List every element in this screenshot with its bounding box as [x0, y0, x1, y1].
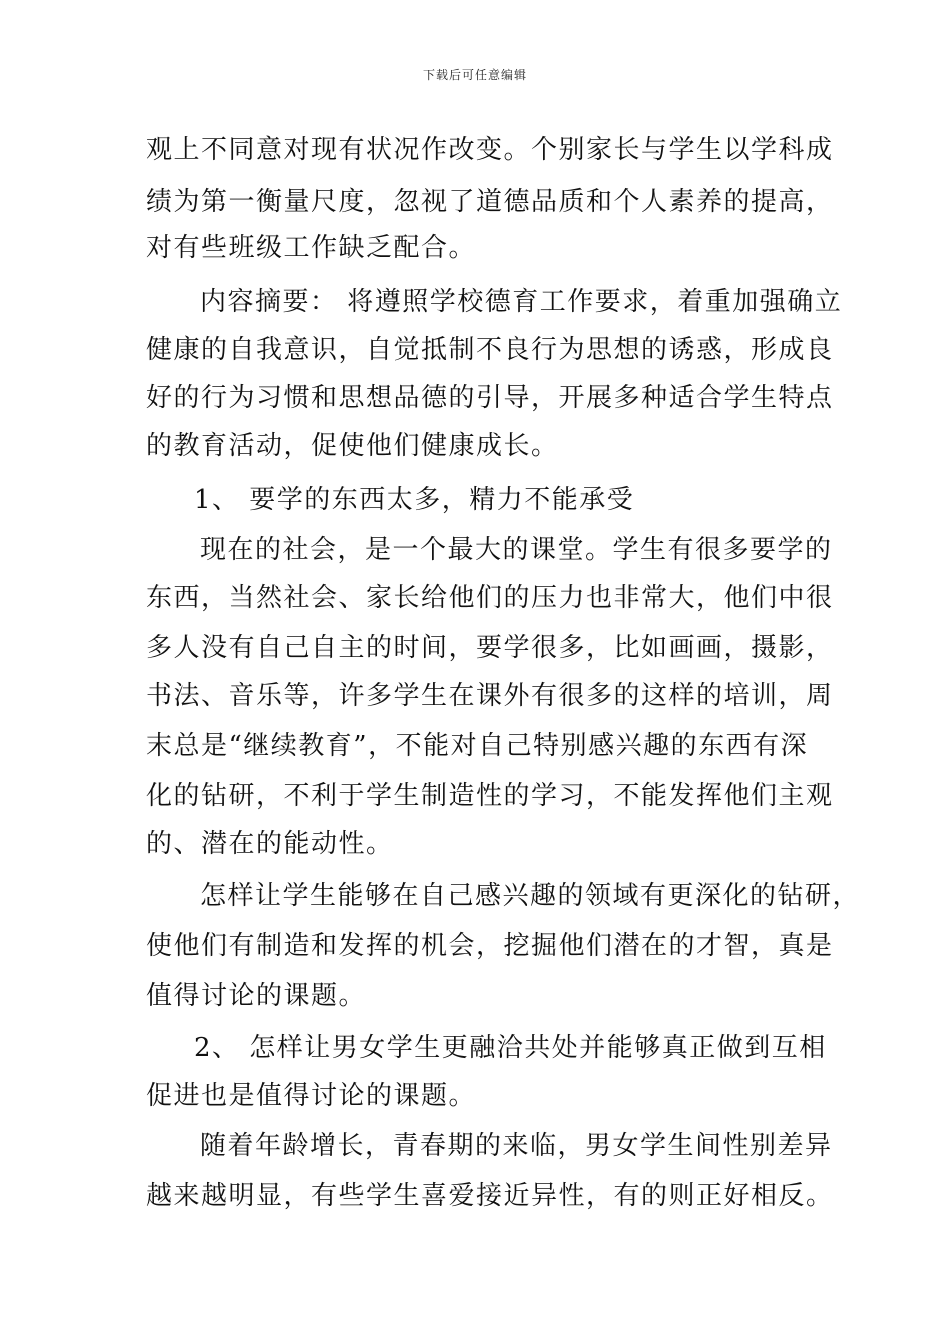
- text-line: 好的行为习惯和思想品德的引导，开展多种适合学生特点: [146, 383, 834, 413]
- text-line: 东西，当然社会、家长给他们的压力也非常大，他们中很: [146, 583, 834, 613]
- text-line: 使他们有制造和发挥的机会，挖掘他们潜在的才智，真是: [146, 931, 834, 961]
- text-line: 化的钻研，不利于学生制造性的学习，不能发挥他们主观: [146, 781, 834, 811]
- text-line: 绩为第一衡量尺度，忽视了道德品质和个人素养的提高，: [146, 187, 834, 217]
- text-line: 内容摘要： 将遵照学校德育工作要求，着重加强确立: [200, 287, 843, 317]
- text-line: 观上不同意对现有状况作改变。个别家长与学生以学科成: [146, 135, 834, 165]
- text-line: 健康的自我意识，自觉抵制不良行为思想的诱惑，形成良: [146, 335, 834, 365]
- section-heading: 2、 怎样让男女学生更融洽共处并能够真正做到互相: [194, 1033, 827, 1063]
- text-line: 末总是“继续教育”，不能对自己特别感兴趣的东西有深: [146, 731, 809, 761]
- text-line: 促进也是值得讨论的课题。: [146, 1081, 477, 1111]
- text-line: 值得讨论的课题。: [146, 981, 367, 1011]
- text-line: 的教育活动，促使他们健康成长。: [146, 431, 559, 461]
- text-line: 怎样让学生能够在自己感兴趣的领域有更深化的钻研，: [200, 881, 861, 911]
- text-line: 现在的社会，是一个最大的课堂。学生有很多要学的: [200, 535, 833, 565]
- header-note: 下载后可任意编辑: [422, 68, 527, 82]
- text-line: 越来越明显，有些学生喜爱接近异性，有的则正好相反。: [146, 1181, 834, 1211]
- text-line: 的、潜在的能动性。: [146, 829, 394, 859]
- text-line: 对有些班级工作缺乏配合。: [146, 233, 477, 263]
- text-line: 书法、音乐等，许多学生在课外有很多的这样的培训，周: [146, 681, 834, 711]
- text-line: 多人没有自己自主的时间，要学很多，比如画画，摄影，: [146, 633, 834, 663]
- section-heading: 1、 要学的东西太多，精力不能承受: [194, 485, 635, 515]
- text-line: 随着年龄增长，青春期的来临，男女学生间性别差异: [200, 1131, 833, 1161]
